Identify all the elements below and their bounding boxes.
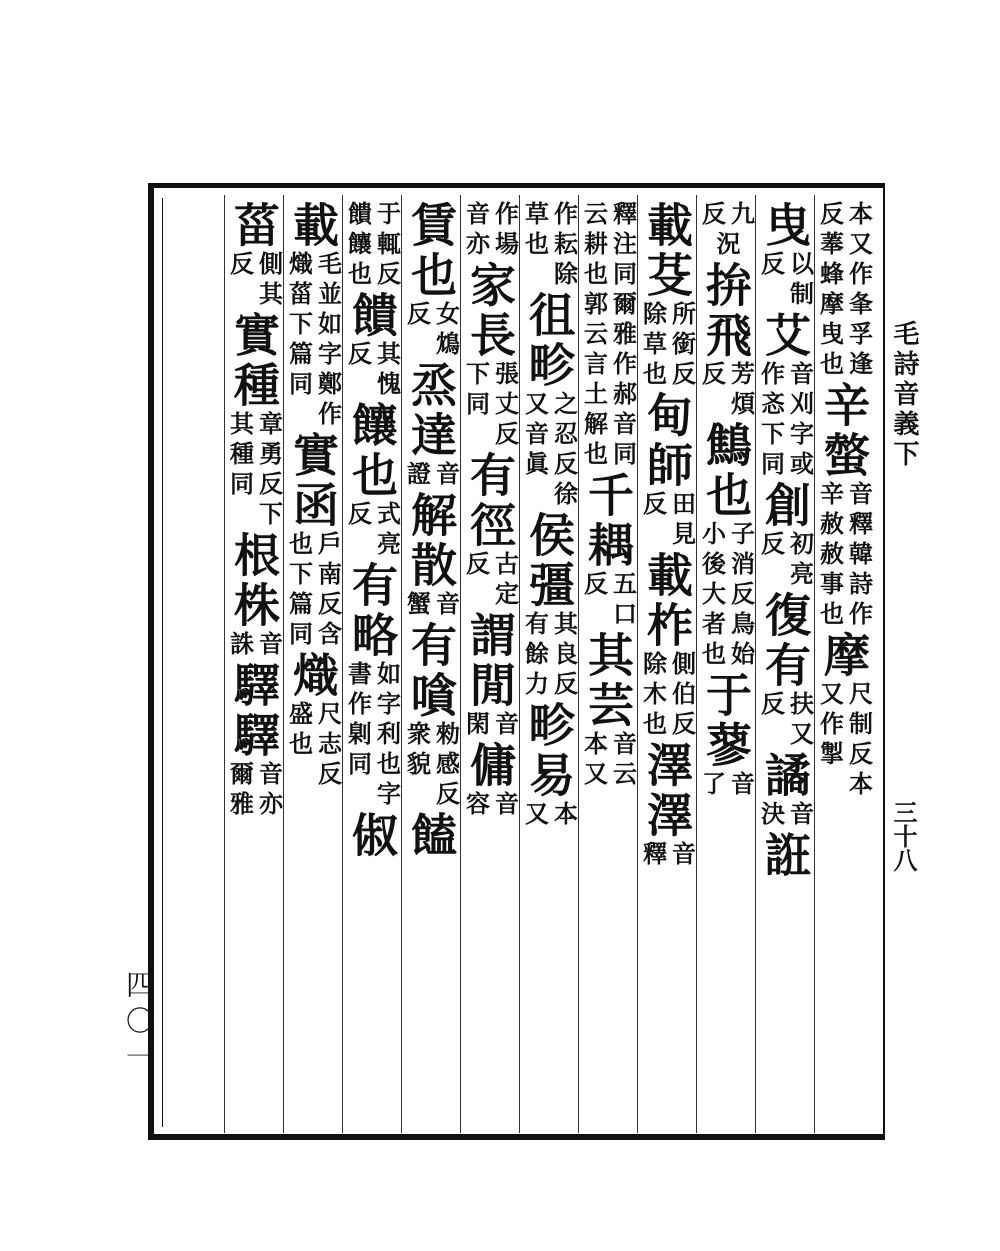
annotation-line: 又音眞 (520, 391, 550, 481)
annotation-line: 本又 (579, 731, 609, 791)
annotation-line: 容 (461, 791, 491, 821)
annotation-line: 音 (431, 461, 460, 491)
annotation-line: 勑感反 (431, 721, 460, 811)
annotation-line: 所銜反 (667, 301, 696, 391)
annotation-line: 如字利也字 (372, 661, 401, 811)
annotation-line: 音刈字或 (785, 361, 814, 481)
annotation-line: 側其 (254, 251, 283, 311)
annotation-line: 書作㓷同 (343, 661, 373, 781)
annotation-line: 反 (697, 361, 727, 391)
text-column (578, 195, 637, 1133)
annotation (758, 691, 813, 751)
annotation-line: 又 (520, 801, 550, 831)
text-columns (165, 195, 873, 1133)
annotation (463, 201, 518, 261)
annotation-line: 反 (402, 301, 432, 331)
annotation-line: 反 (343, 501, 373, 531)
headword: 誑 (758, 831, 812, 881)
annotation-line: 毛並如字鄭作 (313, 251, 342, 431)
annotation-line: 小後大者也 (697, 521, 727, 671)
headword: 艾 (758, 311, 812, 361)
headword: 畛易 (522, 701, 576, 801)
headword: 鷦也 (699, 421, 753, 521)
headword: 賃也 (404, 201, 458, 301)
annotation-line: 誅 (225, 631, 255, 661)
annotation (699, 201, 754, 231)
annotation-line: 反 (638, 491, 668, 521)
folio-number: 三十八 (889, 800, 918, 872)
annotation (286, 251, 341, 431)
annotation-line: 其愧 (372, 341, 401, 401)
annotation-line: 尺制反本 (844, 681, 873, 801)
annotation-line: 決 (756, 801, 786, 831)
annotation (581, 731, 636, 791)
text-column (696, 195, 755, 1133)
headword: 千耦 (581, 471, 635, 571)
annotation (463, 551, 518, 611)
annotation-line: 反 (343, 341, 373, 371)
annotation-line: 張丈反 (490, 361, 519, 451)
annotation-line: 事也 (815, 571, 845, 631)
annotation-line: 古定 (490, 551, 519, 611)
annotation (713, 231, 739, 261)
annotation-line: 有餘力 (520, 611, 550, 701)
headword: 實函 (286, 431, 340, 531)
annotation (640, 491, 695, 551)
annotation-line: 其種同 (225, 411, 255, 501)
annotation-line: 初亮 (785, 531, 814, 591)
annotation (286, 531, 341, 651)
annotation (404, 721, 459, 811)
annotation-line: 反 (697, 201, 727, 231)
annotation-line: 又作掣 (815, 681, 845, 771)
headword: 復有 (758, 591, 812, 691)
text-column (460, 195, 519, 1133)
annotation (581, 201, 636, 411)
headword: 徂畛 (522, 291, 576, 391)
annotation-line: 音 (667, 841, 696, 871)
annotation (699, 521, 754, 671)
annotation-line: 以制 (785, 251, 814, 311)
annotation-line: 證 (402, 461, 432, 491)
headword: 有嗿 (404, 621, 458, 721)
annotation-line: 音 (490, 711, 519, 741)
annotation (345, 661, 400, 811)
annotation-line: 饋饟也 (343, 201, 373, 291)
annotation (758, 251, 813, 311)
headword: 饁 (404, 811, 458, 861)
text-column (637, 195, 696, 1133)
headword: 家長 (463, 261, 517, 361)
annotation-line: 作場 (490, 201, 519, 261)
annotation (699, 361, 754, 421)
annotation (817, 291, 872, 381)
headword: 于蓼 (699, 671, 753, 771)
headword: 謂閒 (463, 611, 517, 711)
annotation (640, 841, 695, 871)
headword: 澤澤 (640, 741, 694, 841)
headword: 曳 (758, 201, 812, 251)
headword: 驛驛 (227, 661, 281, 761)
annotation-line: 本 (549, 801, 578, 831)
annotation (699, 771, 754, 801)
headword: 載芟 (640, 201, 694, 301)
annotation-line: 九 (726, 201, 755, 231)
annotation-line: 草也 (520, 201, 550, 261)
annotation-line: 戶南反含 (313, 531, 342, 651)
annotation-line: 盛也 (284, 701, 314, 761)
annotation-line: 云耕也郭云言土 (579, 201, 609, 411)
headword: 載柞 (640, 551, 694, 651)
text-column (519, 195, 578, 1133)
headword: 烝達 (404, 361, 458, 461)
headword: 辛螫 (817, 381, 871, 481)
annotation-line: 衆貌 (402, 721, 432, 781)
annotation-line: 其良反 (549, 611, 578, 701)
inner-border-line (162, 198, 163, 1127)
annotation (817, 571, 872, 631)
annotation (227, 761, 282, 821)
annotation-line: 況 (712, 231, 741, 261)
annotation-line: 音 (431, 591, 460, 621)
headword: 創 (758, 481, 812, 531)
headword: 饋 (345, 291, 399, 341)
annotation (581, 411, 636, 471)
annotation-line: 熾菑下篇同 (284, 251, 314, 401)
annotation-line: 反 (225, 251, 255, 281)
annotation (817, 201, 872, 291)
annotation-line: 芳煩 (726, 361, 755, 421)
headword: 實種 (227, 311, 281, 411)
annotation (758, 531, 813, 591)
annotation-line: 下同 (461, 361, 491, 421)
text-column (283, 195, 342, 1133)
margin-title: 毛詩音義下 (889, 320, 919, 470)
annotation-line: 也下篇同 (284, 531, 314, 651)
annotation (640, 651, 695, 741)
annotation-line: 反菶蜂 (815, 201, 845, 291)
annotation-line: 音釋韓 (844, 481, 873, 571)
annotation-line: 本又作 (844, 201, 873, 291)
annotation-line: 式亮 (372, 501, 401, 561)
headword: 譎 (758, 751, 812, 801)
annotation (640, 301, 695, 391)
headword: 饟也 (345, 401, 399, 501)
annotation-line: 五口 (608, 571, 637, 631)
text-column (165, 195, 224, 1133)
annotation-line: 辛赦赦 (815, 481, 845, 571)
annotation (522, 201, 577, 291)
annotation-line: 作耘除 (549, 201, 578, 291)
annotation (227, 631, 282, 661)
annotation (817, 481, 872, 571)
text-column (401, 195, 460, 1133)
annotation-line: 反 (756, 251, 786, 281)
annotation (345, 341, 400, 401)
text-column (814, 195, 873, 1133)
annotation-line: 反 (756, 531, 786, 561)
page-number: 四〇一 (122, 970, 155, 1078)
headword: 熾 (286, 651, 340, 701)
annotation (463, 711, 518, 741)
annotation (345, 201, 400, 291)
annotation-line: 除草也 (638, 301, 668, 391)
annotation-line: 音 (785, 801, 814, 831)
annotation-line: 田見 (667, 491, 696, 551)
annotation-line: 反 (756, 691, 786, 721)
headword: 傭 (463, 741, 517, 791)
annotation-line: 扶又 (785, 691, 814, 751)
annotation-line: 反 (461, 551, 491, 581)
annotation (286, 701, 341, 791)
annotation-line: 作忞下同 (756, 361, 786, 481)
annotation (581, 571, 636, 631)
headword: 有徑 (463, 451, 517, 551)
annotation (227, 411, 282, 531)
annotation-line: 夆孚逢 (844, 291, 873, 381)
annotation-line: 音 (490, 791, 519, 821)
annotation-line: 爾雅 (225, 761, 255, 821)
annotation-line: 側伯反 (667, 651, 696, 741)
text-column (755, 195, 814, 1133)
annotation (817, 681, 872, 801)
annotation (463, 361, 518, 451)
annotation-line: 釋注同爾雅作郝 (608, 201, 637, 411)
annotation-line: 音 (254, 631, 283, 661)
annotation-line: 詩作 (844, 571, 873, 631)
annotation-line: 反 (579, 571, 609, 601)
annotation (227, 251, 282, 311)
headword: 載 (286, 201, 340, 251)
annotation-line: 尺志反 (313, 701, 342, 791)
headword: 甸師 (640, 391, 694, 491)
annotation (522, 611, 577, 701)
annotation (404, 591, 459, 621)
text-column (342, 195, 401, 1133)
annotation (522, 801, 577, 831)
annotation-line: 解也 (579, 411, 609, 471)
annotation-line: 音 (726, 771, 755, 801)
text-column (224, 195, 283, 1133)
annotation (463, 791, 518, 821)
headword: 解散 (404, 491, 458, 591)
annotation-line: 音同 (608, 411, 637, 471)
headword: 俶 (345, 811, 399, 861)
annotation (522, 391, 577, 511)
annotation-line: 于輒反 (372, 201, 401, 291)
annotation (404, 461, 459, 491)
headword: 根株 (227, 531, 281, 631)
annotation (345, 501, 400, 561)
headword: 拚飛 (699, 261, 753, 361)
annotation-line: 摩曳也 (815, 291, 845, 381)
annotation-line: 蟹 (402, 591, 432, 621)
annotation-line: 子消反鳥始 (726, 521, 755, 671)
headword: 摩 (817, 631, 871, 681)
headword: 菑 (227, 201, 281, 251)
annotation (758, 361, 813, 481)
annotation (758, 801, 813, 831)
headword: 侯彊 (522, 511, 576, 611)
annotation-line: 了 (697, 771, 727, 801)
annotation-line: 除木也 (638, 651, 668, 741)
headword: 其芸 (581, 631, 635, 731)
annotation-line: 音亦 (254, 761, 283, 821)
annotation-line: 女鴆 (431, 301, 460, 361)
annotation-line: 閑 (461, 711, 491, 741)
annotation-line: 音亦 (461, 201, 491, 261)
annotation-line: 章勇反下 (254, 411, 283, 531)
annotation-line: 之忍反徐 (549, 391, 578, 511)
annotation-line: 釋 (638, 841, 668, 871)
annotation-line: 音云 (608, 731, 637, 791)
annotation (404, 301, 459, 361)
headword: 有略 (345, 561, 399, 661)
